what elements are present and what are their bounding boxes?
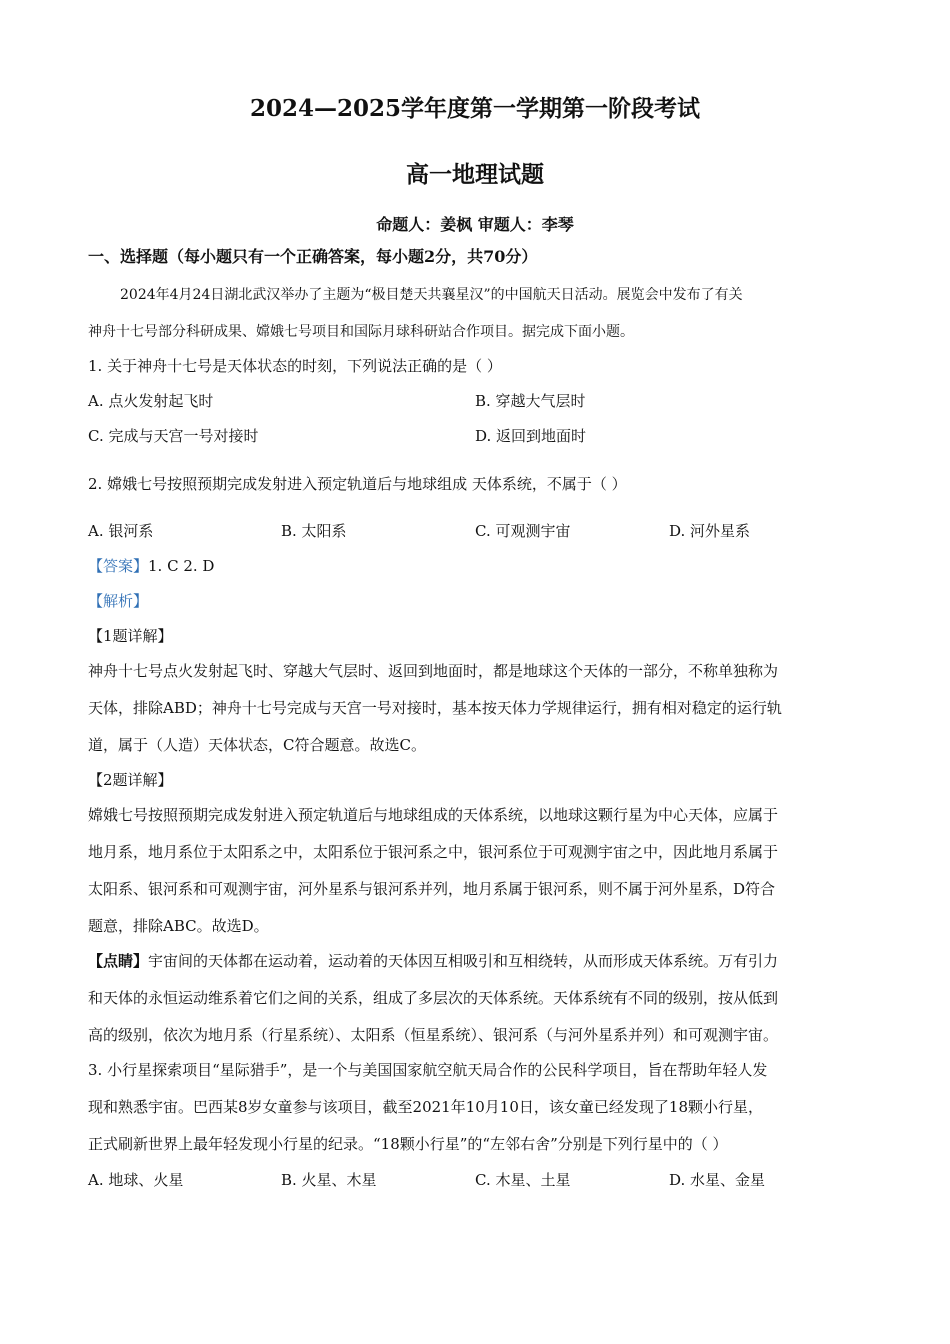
question-1-option-c: C. 完成与天宫一号对接时 (88, 427, 259, 445)
question-2-option-b: B. 太阳系 (281, 522, 347, 540)
exam-authors: 命题人：姜枫 审题人：李琴 (376, 215, 574, 234)
question-1-option-d: D. 返回到地面时 (475, 427, 587, 445)
question-3-option-b: B. 火星、木星 (281, 1171, 377, 1189)
q2-detail-line: 地月系，地月系位于太阳系之中，太阳系位于银河系之中，银河系位于可观测宇宙之中，因此地月系属于 (88, 843, 779, 861)
tip-line: 高的级别，依次为地月系（行星系统）、太阳系（恒星系统）、银河系（与河外星系并列）和可观测宇宙。 (88, 1026, 779, 1044)
question-3-line: 3. 小行星探索项目“星际猎手”，是一个与美国国家航空航天局合作的公民科学项目，旨在帮助年轻人发 (88, 1061, 768, 1079)
q2-detail-line: 题意，排除ABC。故选D。 (88, 917, 269, 935)
question-1-option-b: B. 穿越大气层时 (475, 392, 586, 410)
passage-line-1: 2024年4月24日湖北武汉举办了主题为“极目楚天共襄星汉”的中国航天日活动。展览会中发布了有关 (120, 287, 743, 303)
analysis-tag: 【解析】 (88, 592, 149, 610)
answer-tag: 【答案】 (88, 557, 149, 575)
question-1-option-a: A. 点火发射起飞时 (88, 392, 214, 410)
q1-detail-line: 天体，排除ABD；神舟十七号完成与天宫一号对接时，基本按天体力学规律运行，拥有相对稳定的运行轨 (88, 699, 782, 717)
q1-detail-line: 神舟十七号点火发射起飞时、穿越大气层时、返回到地面时，都是地球这个天体的一部分，不称单独称为 (88, 662, 779, 680)
question-3-option-d: D. 水星、金星 (669, 1171, 766, 1189)
answer-line (88, 556, 214, 576)
question-2-option-c: C. 可观测宇宙 (475, 522, 571, 540)
question-3-line: 现和熟悉宇宙。巴西某8岁女童参与该项目，截至2021年10月10日，该女童已经发现了18颗小行星， (88, 1098, 763, 1116)
passage-line-2: 神舟十七号部分科研成果、嫦娥七号项目和国际月球科研站合作项目。据完成下面小题。 (88, 324, 634, 340)
q1-detail-line: 道，属于（人造）天体状态，C符合题意。故选C。 (88, 736, 426, 754)
question-3-line: 正式刷新世界上最年轻发现小行星的纪录。“18颗小行星”的“左邻右舍”分别是下列行星中的（ ） (88, 1135, 728, 1153)
question-2-option-d: D. 河外星系 (669, 522, 751, 540)
tip-line (88, 951, 778, 971)
q2-detail-heading: 【2题详解】 (88, 771, 173, 789)
question-3-option-a: A. 地球、火星 (88, 1171, 184, 1189)
question-1-stem: 1. 关于神舟十七号是天体状态的时刻，下列说法正确的是（ ） (88, 357, 502, 375)
exam-subtitle: 高一地理试题 (406, 161, 544, 188)
tip-line: 和天体的永恒运动维系着它们之间的关系，组成了多层次的天体系统。天体系统有不同的级别，按从低到 (88, 989, 779, 1007)
tip-text: 宇宙间的天体都在运动着，运动着的天体因互相吸引和互相绕转，从而形成天体系统。万有引力 (148, 952, 779, 970)
question-2-stem: 2. 嫦娥七号按照预期完成发射进入预定轨道后与地球组成 天体系统，不属于（ ） (88, 475, 627, 493)
question-3-option-c: C. 木星、土星 (475, 1171, 571, 1189)
q2-detail-line: 嫦娥七号按照预期完成发射进入预定轨道后与地球组成的天体系统，以地球这颗行星为中心天体，应属于 (88, 806, 779, 824)
question-2-option-a: A. 银河系 (88, 522, 154, 540)
exam-title: 2024—2025学年度第一学期第一阶段考试 (249, 95, 701, 122)
q2-detail-line: 太阳系、银河系和可观测宇宙，河外星系与银河系并列，地月系属于银河系，则不属于河外星系，D符合 (88, 880, 776, 898)
section-heading: 一、选择题（每小题只有一个正确答案，每小题2分，共70分） (88, 247, 538, 266)
answer-text: 1. C 2. D (148, 557, 215, 575)
tip-tag: 【点睛】 (88, 952, 149, 970)
q1-detail-heading: 【1题详解】 (88, 627, 173, 645)
